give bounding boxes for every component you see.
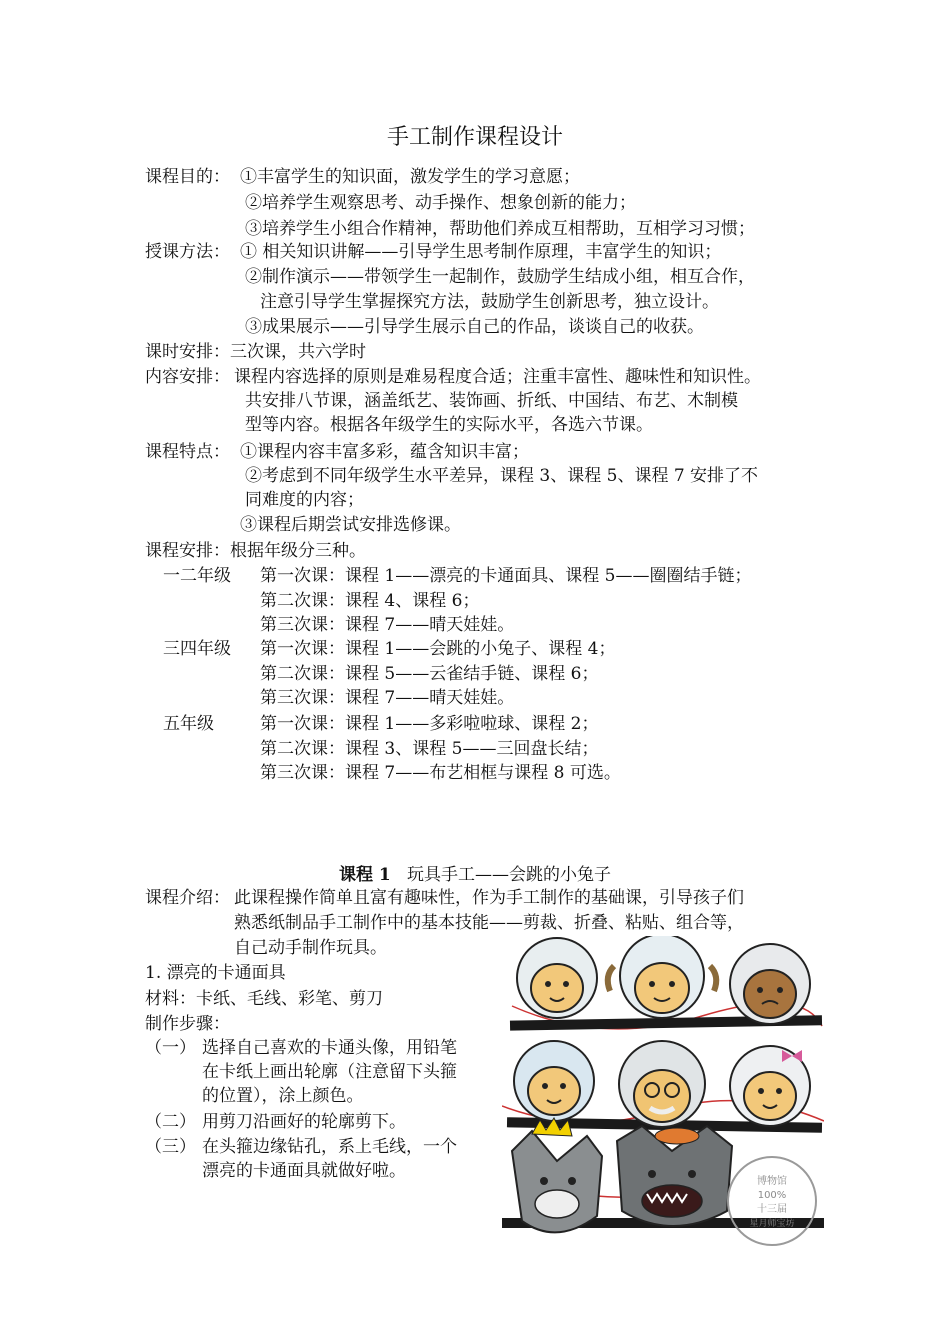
methods-label: 授课方法： <box>145 242 230 262</box>
intro-line: 此课程操作简单且富有趣味性，作为手工制作的基础课，引导孩子们 <box>234 888 744 908</box>
content-line: 型等内容。根据各年级学生的实际水平，各选六节课。 <box>245 415 653 435</box>
museum-stamp-icon <box>728 1157 816 1245</box>
grade-name: 一二年级 <box>163 566 231 586</box>
grade-name: 五年级 <box>163 714 214 734</box>
grade-session: 第二次课：课程 4、课程 6； <box>260 591 480 611</box>
sheep-mask-icon <box>517 938 597 1018</box>
feature-item: 同难度的内容； <box>245 490 364 510</box>
step-marker: （三） <box>145 1137 196 1157</box>
method-item: ②制作演示——带领学生一起制作，鼓励学生结成小组，相互合作， <box>245 267 755 287</box>
content-label: 内容安排： <box>145 367 230 387</box>
goal-item: ①丰富学生的知识面，激发学生的学习意愿； <box>240 167 580 187</box>
arrangement-label: 课程安排：根据年级分三种。 <box>145 541 366 561</box>
item-heading: 1. 漂亮的卡通面具 <box>145 963 286 983</box>
wolf-mask-icon <box>617 1126 732 1226</box>
step-marker: （一） <box>145 1038 196 1058</box>
step-line: 在头箍边缘钻孔，系上毛线，一个 <box>202 1137 457 1157</box>
method-item: ③成果展示——引导学生展示自己的作品，谈谈自己的收获。 <box>245 317 704 337</box>
step-marker: （二） <box>145 1112 196 1132</box>
stamp-text: 博物馆 <box>757 1176 787 1187</box>
grade-session: 第二次课：课程 3、课程 5——三回盘长结； <box>260 739 599 759</box>
lesson-number: 课程 1 <box>339 865 391 885</box>
step-line: 的位置），涂上颜色。 <box>202 1086 364 1106</box>
stamp-text: 十三届 <box>757 1204 787 1215</box>
grade-session: 第二次课：课程 5——云雀结手链、课程 6； <box>260 664 599 684</box>
schedule-hours: 课时安排：三次课，共六学时 <box>145 342 366 362</box>
grade-session: 第一次课：课程 1——漂亮的卡通面具、课程 5——圈圈结手链； <box>260 566 752 586</box>
step-line: 用剪刀沿画好的轮廓剪下。 <box>202 1112 406 1132</box>
method-item: ① 相关知识讲解——引导学生思考制作原理，丰富学生的知识； <box>240 242 722 262</box>
stamp-text: 100% <box>757 1190 787 1201</box>
features-label: 课程特点： <box>145 442 230 462</box>
goal-item: ③培养学生小组合作精神，帮助他们养成互相帮助，互相学习习惯； <box>245 219 755 239</box>
page-title: 手工制作课程设计 <box>386 125 563 150</box>
cartoon-masks-photo <box>502 936 824 1258</box>
step-line: 漂亮的卡通面具就做好啦。 <box>202 1161 406 1181</box>
intro-label: 课程介绍： <box>145 888 230 908</box>
grade-session: 第一次课：课程 1——多彩啦啦球、课程 2； <box>260 714 599 734</box>
sheep-mask-icon <box>730 1046 810 1126</box>
sheep-mask-icon <box>608 936 717 1018</box>
method-item: 注意引导学生掌握探究方法，鼓励学生创新思考，独立设计。 <box>260 292 719 312</box>
intro-line: 自己动手制作玩具。 <box>234 938 387 958</box>
grade-session: 第三次课：课程 7——晴天娃娃。 <box>260 688 515 708</box>
grade-session: 第三次课：课程 7——布艺相框与课程 8 可选。 <box>260 763 621 783</box>
intro-line: 熟悉纸制品手工制作中的基本技能——剪裁、折叠、粘贴、组合等， <box>234 913 744 933</box>
feature-item: ②考虑到不同年级学生水平差异，课程 3、课程 5、课程 7 安排了不 <box>245 466 759 486</box>
lesson-name: 玩具手工——会跳的小兔子 <box>406 865 611 885</box>
step-line: 选择自己喜欢的卡通头像，用铅笔 <box>202 1038 457 1058</box>
grade-session: 第三次课：课程 7——晴天娃娃。 <box>260 615 515 635</box>
sheep-mask-icon <box>514 1041 594 1121</box>
stamp-text: 星月师宝坊 <box>749 1219 795 1229</box>
grade-session: 第一次课：课程 1——会跳的小兔子、课程 4； <box>260 639 616 659</box>
content-line: 共安排八节课，涵盖纸艺、装饰画、折纸、中国结、布艺、木制模 <box>245 391 738 411</box>
grade-name: 三四年级 <box>163 639 231 659</box>
goals-label: 课程目的： <box>145 167 230 187</box>
sheep-mask-icon <box>730 944 810 1024</box>
step-line: 在卡纸上画出轮廓（注意留下头箍 <box>202 1062 457 1082</box>
wolf-mask-icon <box>512 1118 602 1232</box>
materials: 材料：卡纸、毛线、彩笔、剪刀 <box>145 989 383 1009</box>
feature-item: ①课程内容丰富多彩，蕴含知识丰富； <box>240 442 529 462</box>
goal-item: ②培养学生观察思考、动手操作、想象创新的能力； <box>245 193 636 213</box>
lesson-title <box>0 860 950 885</box>
feature-item: ③课程后期尝试安排选修课。 <box>240 515 461 535</box>
sheep-mask-icon <box>619 1041 705 1127</box>
steps-label: 制作步骤： <box>145 1014 230 1034</box>
content-line: 课程内容选择的原则是难易程度合适；注重丰富性、趣味性和知识性。 <box>234 367 761 387</box>
